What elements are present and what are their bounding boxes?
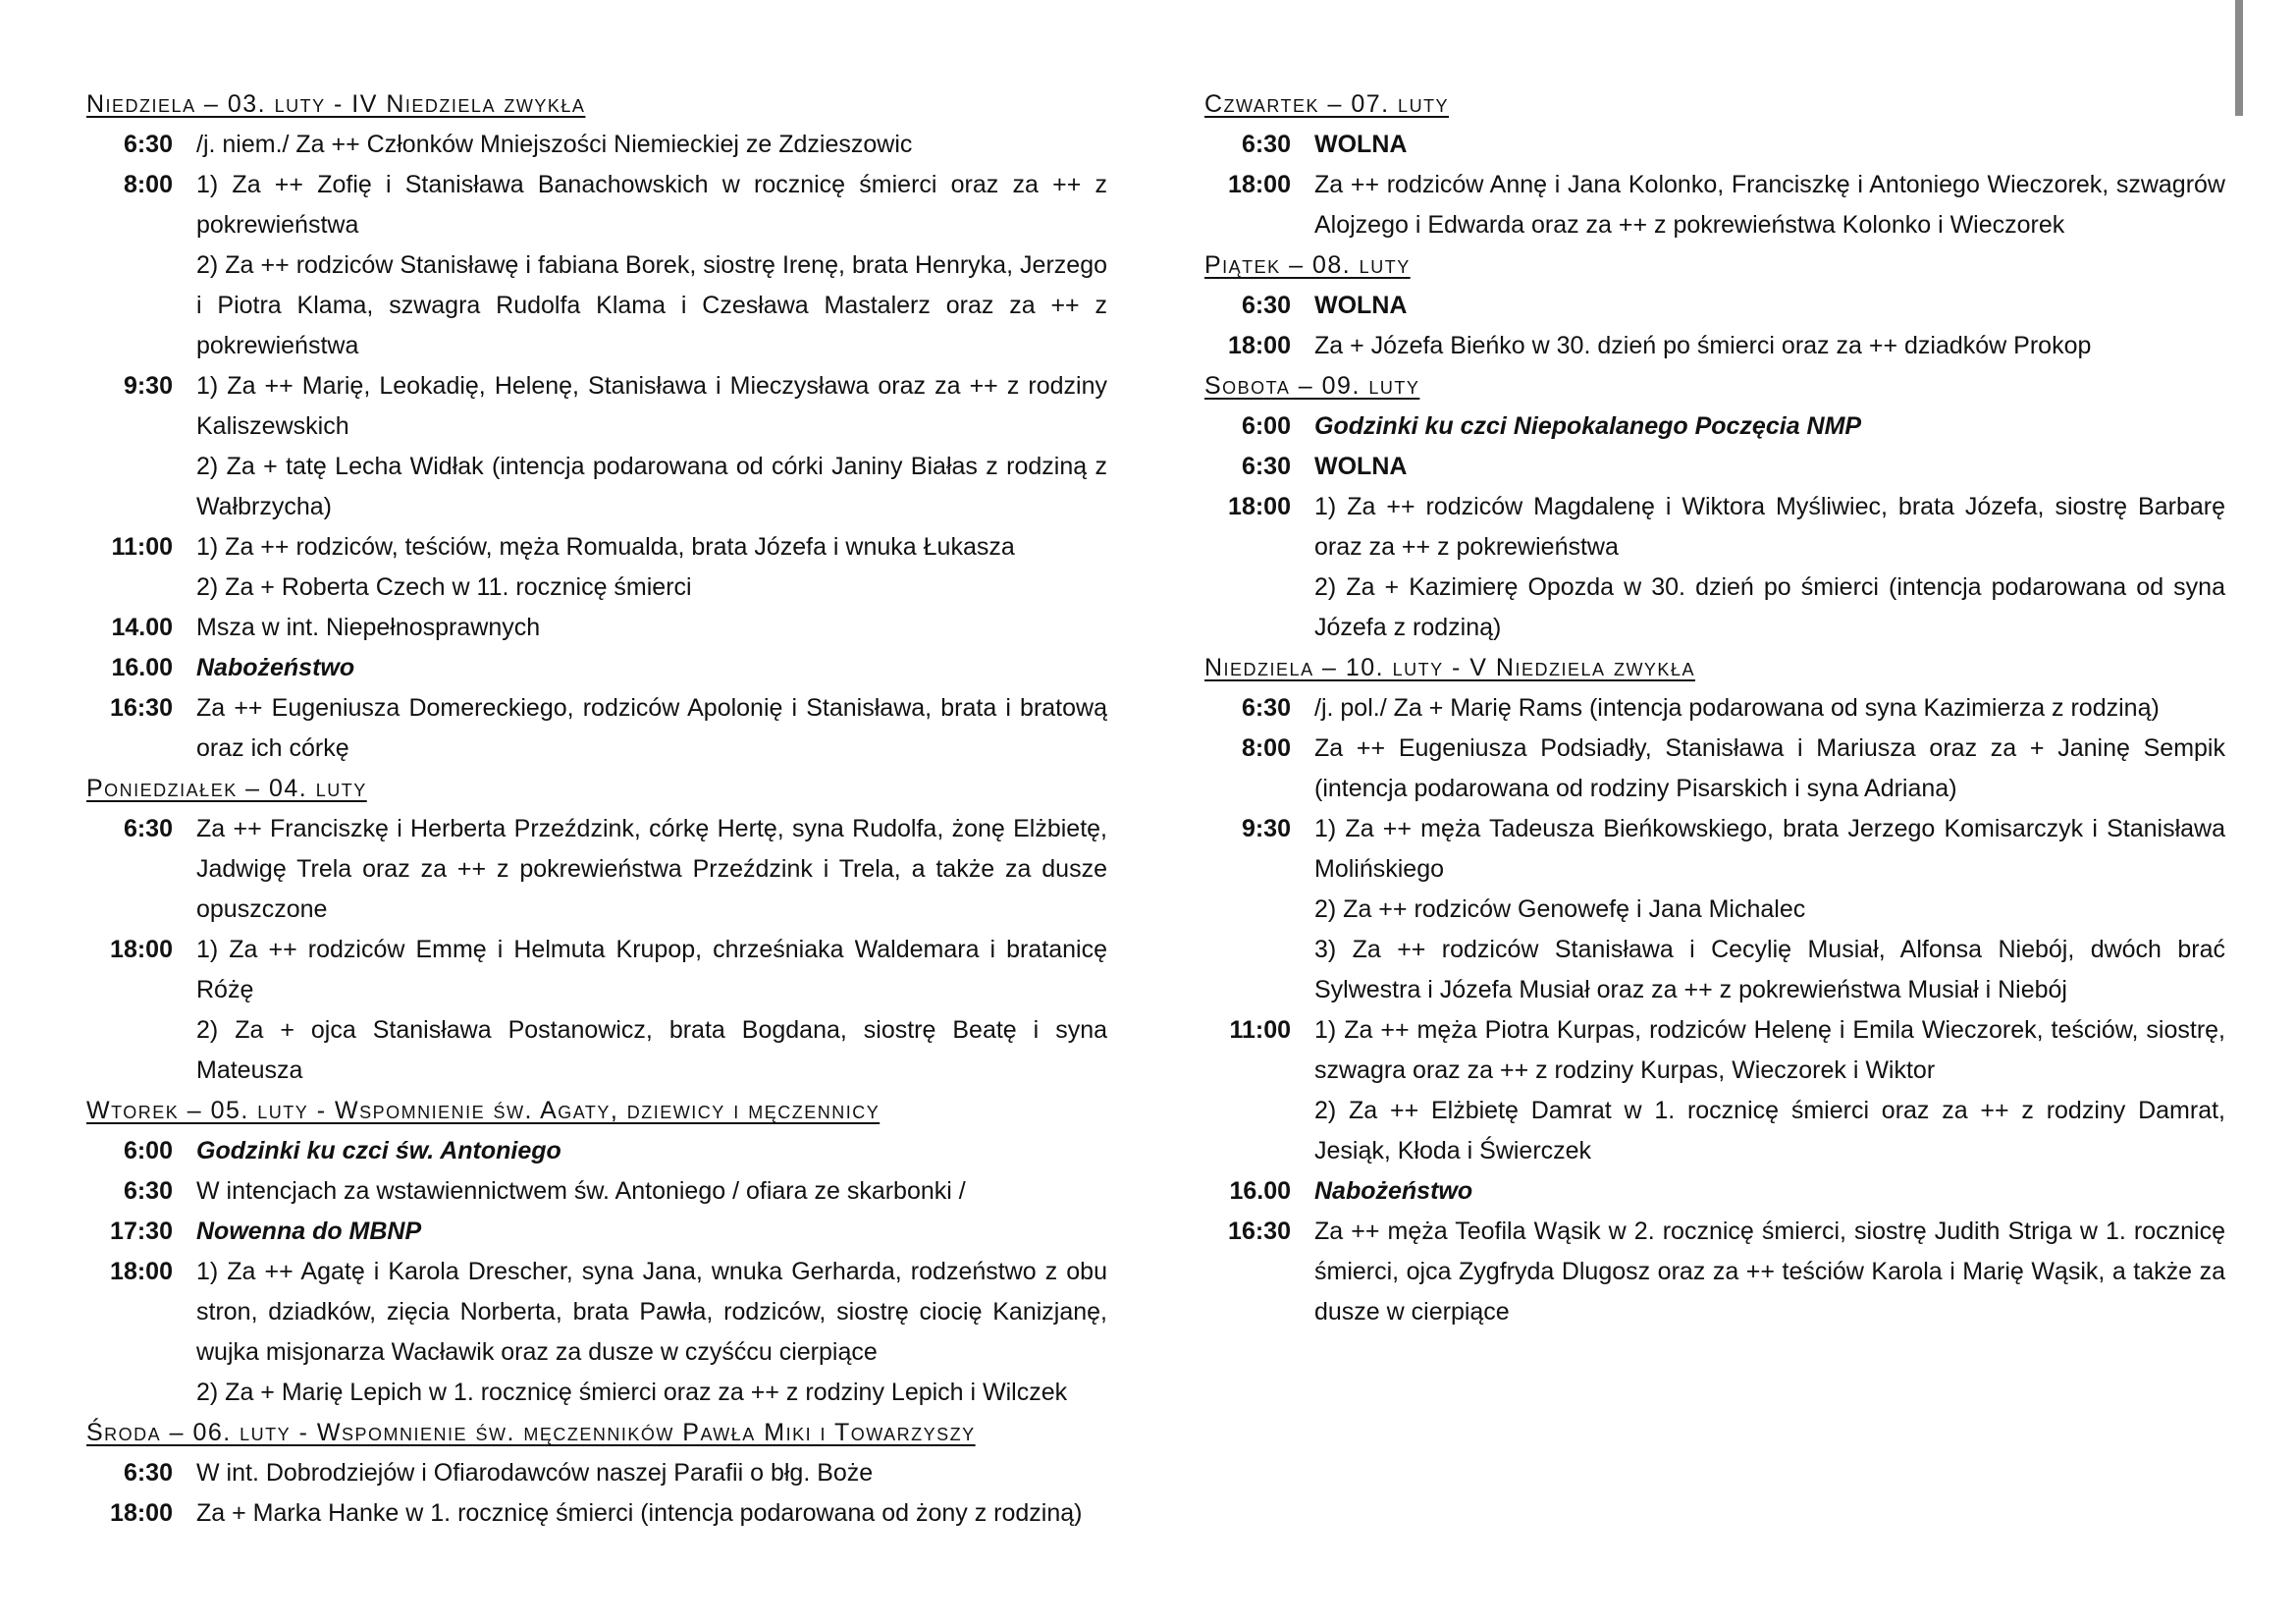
mass-time: 16:30 bbox=[110, 694, 173, 722]
right-column bbox=[1204, 84, 2225, 1332]
day-heading: Sobota – 09. luty bbox=[1204, 372, 1420, 400]
intention-text: 1) Za ++ Agatę i Karola Drescher, syna Jana, wnuka Gerharda, rodzeństwo z obu stron, dziadków, zięcia Norberta, brata Pawła, rodziców, siostrę ciocię Kanizjanę, wujka misjonarza Wacławik oraz za dusze w czyśćcu cierpiące bbox=[196, 1258, 1107, 1366]
mass-entry bbox=[86, 527, 1107, 608]
intention-text: WOLNA bbox=[1314, 453, 1408, 480]
intention-text: 3) Za ++ rodziców Stanisława i Cecylię Musiał, Alfonsa Niebój, dwóch brać Sylwestra i Józefa Musiał oraz za ++ z pokrewieństwa Musiał i Niebój bbox=[1314, 936, 2225, 1003]
intention-text: 1) Za ++ Zofię i Stanisława Banachowskich w rocznicę śmierci oraz za ++ z pokrewieństwa bbox=[196, 171, 1107, 239]
mass-entry bbox=[1204, 1212, 2225, 1332]
mass-time: 8:00 bbox=[123, 171, 173, 198]
mass-time: 16.00 bbox=[1229, 1177, 1291, 1205]
intention-text: WOLNA bbox=[1314, 292, 1408, 319]
mass-time: 18:00 bbox=[1228, 493, 1291, 520]
mass-entry bbox=[86, 1493, 1107, 1534]
intention-text: Nowenna do MBNP bbox=[196, 1218, 422, 1245]
mass-entry bbox=[1204, 809, 2225, 1010]
mass-time: 6:00 bbox=[1241, 412, 1291, 440]
intention-text: 1) Za ++ rodziców Emmę i Helmuta Krupop, chrześniaka Waldemara i bratanicę Różę bbox=[196, 936, 1107, 1003]
mass-entry bbox=[1204, 447, 2225, 487]
day-heading: Piątek – 08. luty bbox=[1204, 251, 1411, 279]
day-heading: Niedziela – 10. luty - V Niedziela zwykła bbox=[1204, 654, 1695, 681]
intention-text: Za ++ rodziców Annę i Jana Kolonko, Franciszkę i Antoniego Wieczorek, szwagrów Alojzego i Edwarda oraz za ++ z pokrewieństwa Kolonko i Wieczorek bbox=[1314, 171, 2225, 239]
mass-time: 16.00 bbox=[111, 654, 173, 681]
intention-text: 1) Za ++ rodziców, teściów, męża Romualda, brata Józefa i wnuka Łukasza bbox=[196, 533, 1015, 561]
mass-entry bbox=[1204, 487, 2225, 648]
mass-time: 16:30 bbox=[1228, 1218, 1291, 1245]
intention-text: Godzinki ku czci Niepokalanego Poczęcia NMP bbox=[1314, 412, 1862, 440]
mass-time: 9:30 bbox=[1241, 815, 1291, 842]
day-heading: Wtorek – 05. luty - Wspomnienie św. Agaty, dziewicy i męczennicy bbox=[86, 1097, 881, 1124]
intention-text: Za + Józefa Bieńko w 30. dzień po śmierci oraz za ++ dziadków Prokop bbox=[1314, 332, 2092, 359]
left-column bbox=[86, 84, 1107, 1534]
mass-time: 9:30 bbox=[123, 372, 173, 400]
intention-text: 2) Za + tatę Lecha Widłak (intencja podarowana od córki Janiny Białas z rodziną z Wałbrzycha) bbox=[196, 453, 1107, 520]
mass-time: 6:00 bbox=[123, 1137, 173, 1164]
mass-entry bbox=[86, 165, 1107, 366]
mass-entry bbox=[1204, 406, 2225, 447]
intention-text: Nabożeństwo bbox=[1314, 1177, 1473, 1205]
intention-text: 2) Za ++ rodziców Stanisławę i fabiana Borek, siostrę Irenę, brata Henryka, Jerzego i Piotra Klama, szwagra Rudolfa Klama i Czesława Mastalerz oraz za ++ z pokrewieństwa bbox=[196, 251, 1107, 359]
mass-entry bbox=[86, 688, 1107, 769]
mass-time: 18:00 bbox=[110, 1258, 173, 1285]
mass-entry bbox=[86, 125, 1107, 165]
intention-text: Za ++ Eugeniusza Domereckiego, rodziców Apolonię i Stanisława, brata i bratową oraz ich córkę bbox=[196, 694, 1107, 762]
intention-text: 1) Za ++ męża Tadeusza Bieńkowskiego, brata Jerzego Komisarczyk i Stanisława Molińskiego bbox=[1314, 815, 2225, 883]
scrollbar-thumb[interactable] bbox=[2235, 0, 2243, 116]
mass-time: 14.00 bbox=[111, 614, 173, 641]
mass-entry bbox=[86, 608, 1107, 648]
mass-time: 18:00 bbox=[1228, 332, 1291, 359]
mass-entry bbox=[1204, 165, 2225, 245]
mass-time: 6:30 bbox=[123, 815, 173, 842]
mass-entry bbox=[1204, 125, 2225, 165]
mass-entry bbox=[1204, 688, 2225, 729]
intention-text: /j. niem./ Za ++ Członków Mniejszości Niemieckiej ze Zdzieszowic bbox=[196, 131, 913, 158]
day-heading: Niedziela – 03. luty - IV Niedziela zwykła bbox=[86, 90, 586, 118]
mass-time: 11:00 bbox=[1229, 1016, 1291, 1044]
intention-text: Za ++ Franciszkę i Herberta Przeździnk, córkę Hertę, syna Rudolfa, żonę Elżbietę, Jadwigę Trela oraz za ++ z pokrewieństwa Przeździnk i Trela, a także za dusze opuszczone bbox=[196, 815, 1107, 923]
mass-entry bbox=[1204, 729, 2225, 809]
mass-entry bbox=[86, 809, 1107, 930]
mass-entry bbox=[86, 1252, 1107, 1413]
intention-text: W int. Dobrodziejów i Ofiarodawców naszej Parafii o błg. Boże bbox=[196, 1459, 874, 1487]
mass-time: 18:00 bbox=[110, 1499, 173, 1527]
day-heading: Środa – 06. luty - Wspomnienie św. męczenników Pawła Miki i Towarzyszy bbox=[86, 1419, 976, 1446]
intention-text: 2) Za + Kazimierę Opozda w 30. dzień po śmierci (intencja podarowana od syna Józefa z rodziną) bbox=[1314, 573, 2225, 641]
mass-time: 6:30 bbox=[1241, 694, 1291, 722]
intention-text: 2) Za + ojca Stanisława Postanowicz, brata Bogdana, siostrę Beatę i syna Mateusza bbox=[196, 1016, 1107, 1084]
mass-entry bbox=[1204, 1010, 2225, 1171]
mass-time: 6:30 bbox=[1241, 292, 1291, 319]
intention-text: /j. pol./ Za + Marię Rams (intencja podarowana od syna Kazimierza z rodziną) bbox=[1314, 694, 2160, 722]
mass-entry bbox=[86, 366, 1107, 527]
intention-text: W intencjach za wstawiennictwem św. Antoniego / ofiara ze skarbonki / bbox=[196, 1177, 966, 1205]
day-heading: Czwartek – 07. luty bbox=[1204, 90, 1450, 118]
mass-entry bbox=[86, 1453, 1107, 1493]
mass-time: 6:30 bbox=[123, 1177, 173, 1205]
mass-entry bbox=[1204, 326, 2225, 366]
mass-entry bbox=[86, 1171, 1107, 1212]
intention-text: Za ++ męża Teofila Wąsik w 2. rocznicę śmierci, siostrę Judith Striga w 1. rocznicę śmierci, ojca Zygfryda Dlugosz oraz za ++ teściów Karola i Marię Wąsik, a także za dusze w cierpiące bbox=[1314, 1218, 2225, 1326]
intention-text: 2) Za ++ rodziców Genowefę i Jana Michalec bbox=[1314, 895, 1806, 923]
mass-entry bbox=[86, 648, 1107, 688]
mass-time: 6:30 bbox=[1241, 453, 1291, 480]
intention-text: Za ++ Eugeniusza Podsiadły, Stanisława i Mariusza oraz za + Janinę Sempik (intencja podarowana od rodziny Pisarskich i syna Adriana) bbox=[1314, 734, 2225, 802]
intention-text: 1) Za ++ Marię, Leokadię, Helenę, Stanisława i Mieczysława oraz za ++ z rodziny Kaliszewskich bbox=[196, 372, 1107, 440]
mass-time: 6:30 bbox=[123, 1459, 173, 1487]
mass-time: 18:00 bbox=[110, 936, 173, 963]
mass-time: 17:30 bbox=[110, 1218, 173, 1245]
intention-text: 2) Za + Marię Lepich w 1. rocznicę śmierci oraz za ++ z rodziny Lepich i Wilczek bbox=[196, 1379, 1068, 1406]
intention-text: Za + Marka Hanke w 1. rocznicę śmierci (intencja podarowana od żony z rodziną) bbox=[196, 1499, 1083, 1527]
intention-text: Msza w int. Niepełnosprawnych bbox=[196, 614, 541, 641]
intention-text: 2) Za ++ Elżbietę Damrat w 1. rocznicę śmierci oraz za ++ z rodziny Damrat, Jesiąk, Kłoda i Świerczek bbox=[1314, 1097, 2225, 1164]
mass-time: 11:00 bbox=[111, 533, 173, 561]
mass-entry bbox=[86, 1212, 1107, 1252]
mass-entry bbox=[86, 930, 1107, 1091]
intention-text: 1) Za ++ rodziców Magdalenę i Wiktora Myśliwiec, brata Józefa, siostrę Barbarę oraz za ++ z pokrewieństwa bbox=[1314, 493, 2225, 561]
mass-entry bbox=[1204, 1171, 2225, 1212]
intention-text: Nabożeństwo bbox=[196, 654, 355, 681]
intention-text: 2) Za + Roberta Czech w 11. rocznicę śmierci bbox=[196, 573, 692, 601]
mass-time: 18:00 bbox=[1228, 171, 1291, 198]
intention-text: Godzinki ku czci św. Antoniego bbox=[196, 1137, 561, 1164]
mass-entry bbox=[1204, 286, 2225, 326]
mass-time: 8:00 bbox=[1241, 734, 1291, 762]
intention-text: 1) Za ++ męża Piotra Kurpas, rodziców Helenę i Emila Wieczorek, teściów, siostrę, szwagra oraz za ++ z rodziny Kurpas, Wieczorek i Wiktor bbox=[1314, 1016, 2225, 1084]
day-heading: Poniedziałek – 04. luty bbox=[86, 775, 367, 802]
mass-entry bbox=[86, 1131, 1107, 1171]
mass-time: 6:30 bbox=[123, 131, 173, 158]
intention-text: WOLNA bbox=[1314, 131, 1408, 158]
mass-time: 6:30 bbox=[1241, 131, 1291, 158]
